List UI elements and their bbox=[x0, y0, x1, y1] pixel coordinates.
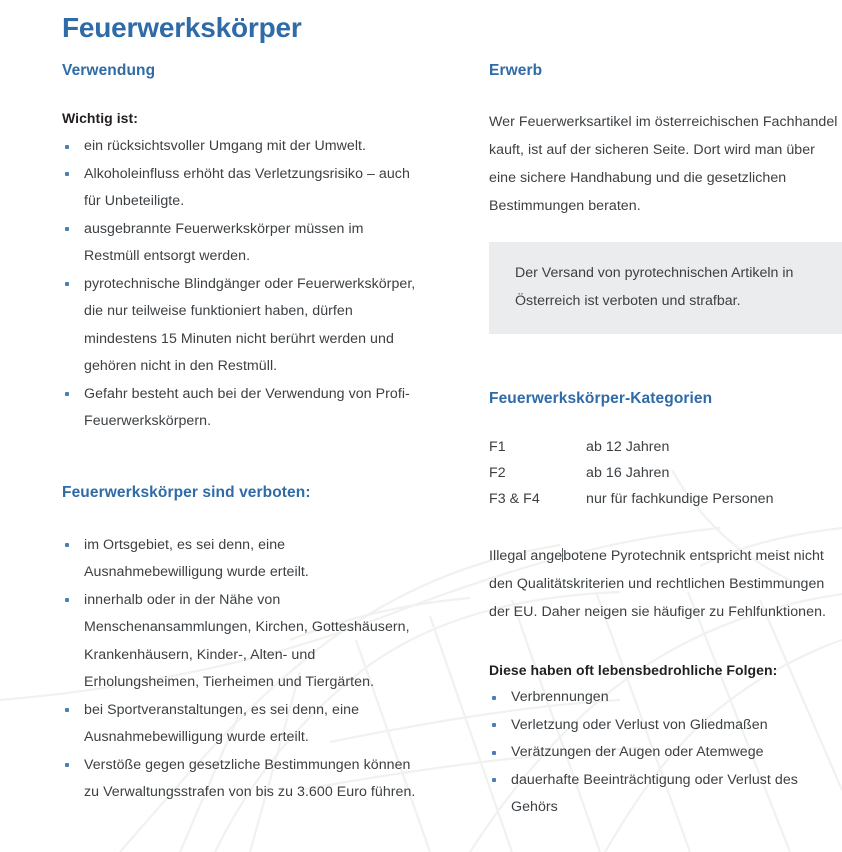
heading-verboten: Feuerwerkskörper sind verboten: bbox=[62, 483, 311, 501]
list-item: bei Sportveranstaltungen, es sei denn, eine Ausnahmebewilligung wurde erteilt. bbox=[62, 697, 422, 752]
list-item: Verstöße gegen gesetzliche Bestimmungen können zu Verwaltungsstrafen von bis zu 3.600 Euro führen. bbox=[62, 752, 422, 807]
category-requirement: ab 16 Jahren bbox=[586, 465, 670, 481]
heading-verwendung: Verwendung bbox=[62, 62, 156, 79]
callout-text: Der Versand von pyrotechnischen Artikeln in Österreich ist verboten und strafbar. bbox=[515, 265, 794, 309]
list-item: ein rücksichtsvoller Umgang mit der Umwelt. bbox=[62, 133, 422, 161]
list-item: Gefahr besteht auch bei der Verwendung von Profi-Feuerwerkskörpern. bbox=[62, 381, 422, 436]
list-item: dauerhafte Beeinträchtigung oder Verlust des Gehörs bbox=[489, 767, 842, 822]
list-item: Verletzung oder Verlust von Gliedmaßen bbox=[489, 712, 842, 740]
heading-erwerb: Erwerb bbox=[489, 62, 543, 79]
category-class: F1 bbox=[489, 439, 506, 455]
left-column bbox=[62, 62, 422, 807]
list-item: pyrotechnische Blindgänger oder Feuerwerkskörper, die nur teilweise funktioniert haben, dürfen mindestens 15 Minuten nicht berührt werden und gehören nicht in den Restmüll. bbox=[62, 271, 422, 381]
list-item: Alkoholeinfluss erhöht das Verletzungsrisiko – auch für Unbeteiligte. bbox=[62, 161, 422, 216]
list-item: Verätzungen der Augen oder Atemwege bbox=[489, 739, 842, 767]
categories-table bbox=[489, 434, 842, 512]
list-item: Verbrennungen bbox=[489, 684, 842, 712]
callout-versand-verboten bbox=[489, 242, 842, 334]
list-wichtig-ist bbox=[62, 133, 422, 436]
table-row bbox=[489, 486, 842, 512]
table-row bbox=[489, 460, 842, 486]
paragraph-illegal bbox=[489, 542, 842, 626]
paragraph-illegal-after-caret: botene Pyrotechnik entspricht meist nicht den Qualitätskriterien und rechtlichen Bestimmungen der EU. Daher neigen sie häufiger zu Fehlfunktionen. bbox=[489, 548, 826, 620]
page-title: Feuerwerkskörper bbox=[62, 11, 302, 43]
category-requirement: nur für fachkundige Personen bbox=[586, 491, 774, 507]
category-class: F3 & F4 bbox=[489, 491, 540, 507]
table-row bbox=[489, 434, 842, 460]
paragraph-erwerb: Wer Feuerwerksartikel im österreichischen Fachhandel kauft, ist auf der sicheren Seite. Dort wird man über eine sichere Handhabung und die gesetzlichen Bestimmungen beraten. bbox=[489, 114, 838, 214]
list-item: im Ortsgebiet, es sei denn, eine Ausnahmebewilligung wurde erteilt. bbox=[62, 532, 422, 587]
list-folgen bbox=[489, 684, 842, 822]
category-requirement: ab 12 Jahren bbox=[586, 439, 670, 455]
heading-kategorien: Feuerwerkskörper-Kategorien bbox=[489, 390, 713, 407]
heading-wichtig-ist: Wichtig ist: bbox=[62, 110, 138, 126]
list-item: innerhalb oder in der Nähe von Menschenansammlungen, Kirchen, Gotteshäusern, Krankenhäusern, Kinder-, Alten- und Erholungsheimen, Tierheimen und Tiergärten. bbox=[62, 587, 422, 697]
list-verboten bbox=[62, 532, 422, 807]
paragraph-illegal-before-caret: Illegal ange bbox=[489, 548, 563, 564]
heading-folgen: Diese haben oft lebensbedrohliche Folgen: bbox=[489, 662, 778, 678]
category-class: F2 bbox=[489, 465, 506, 481]
list-item: ausgebrannte Feuerwerkskörper müssen im Restmüll entsorgt werden. bbox=[62, 216, 422, 271]
right-column bbox=[489, 62, 842, 822]
